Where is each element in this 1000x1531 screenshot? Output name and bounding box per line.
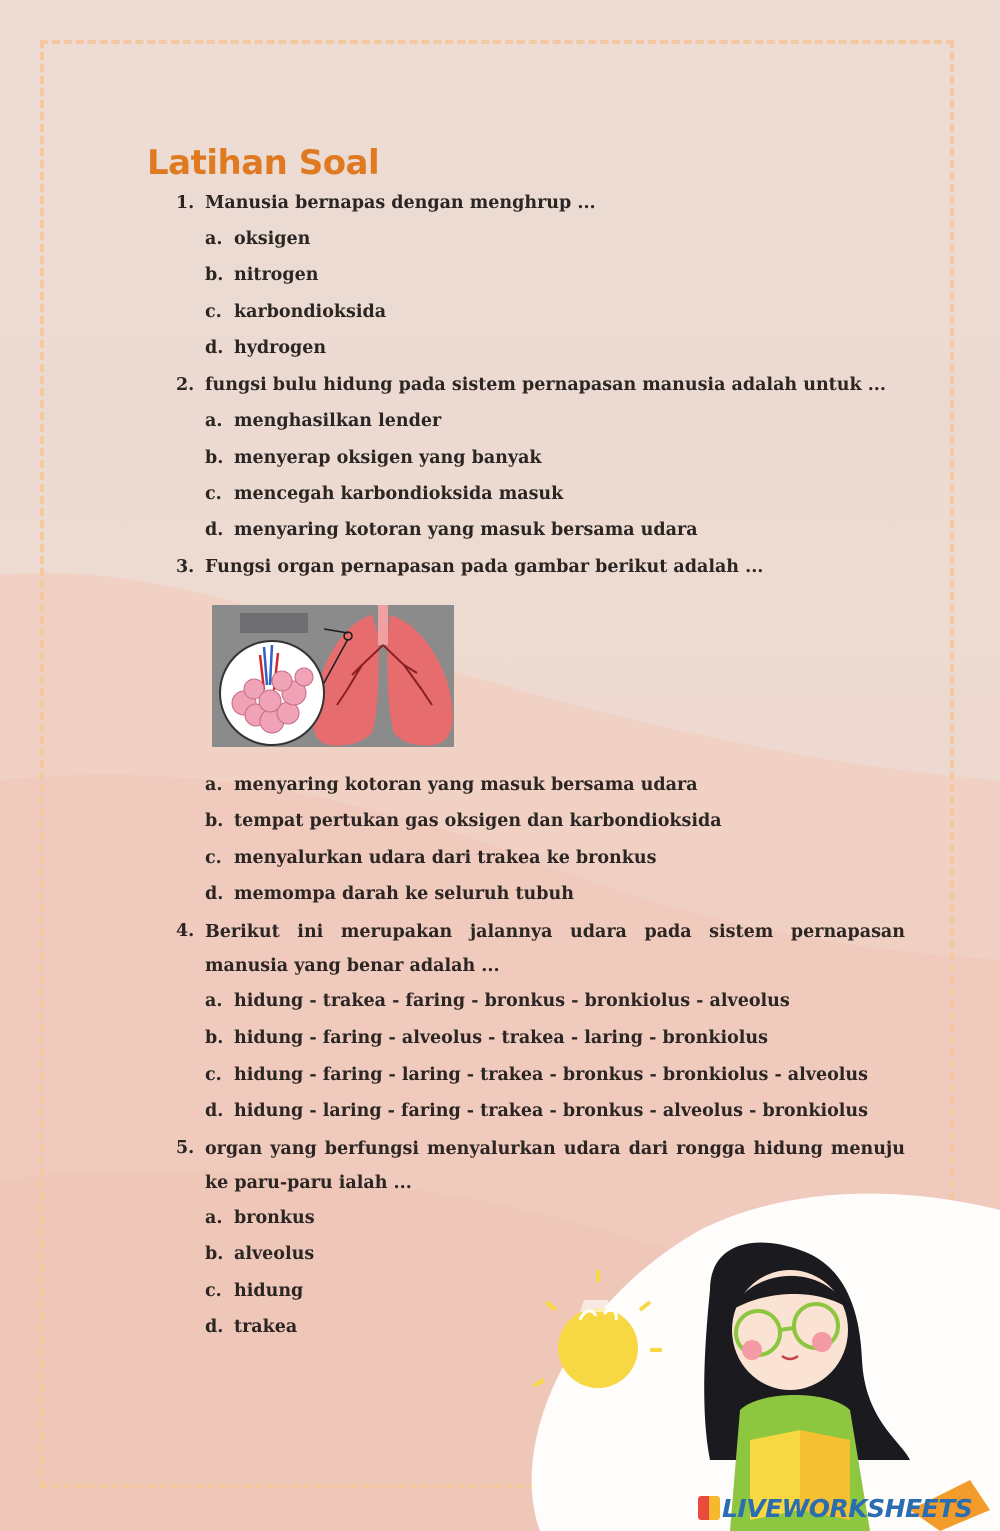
option-letter: b. <box>205 448 224 468</box>
option-letter: b. <box>205 1028 224 1048</box>
option-text: menyerap oksigen yang banyak <box>234 448 542 468</box>
option-text: menghasilkan lender <box>234 411 442 431</box>
option-letter: b. <box>205 1244 224 1264</box>
option-letter: c. <box>205 484 222 504</box>
question-text: Berikut ini merupakan jalannya udara pada sistem pernapasan manusia yang benar adalah ... <box>205 922 905 976</box>
question-text: organ yang berfungsi menyalurkan udara dari rongga hidung menuju ke paru-paru ialah ... <box>205 1139 905 1193</box>
girl-reading-illustration <box>500 1190 1000 1531</box>
option-text: tempat pertukan gas oksigen dan karbondioksida <box>234 811 722 831</box>
question-number: 5. <box>176 1138 195 1158</box>
option-text: hidung <box>234 1281 304 1301</box>
option-letter: a. <box>205 775 223 795</box>
option-letter: c. <box>205 302 222 322</box>
question-number: 4. <box>176 921 195 941</box>
option-text: hidung - faring - alveolus - trakea - laring - bronkiolus <box>234 1028 768 1048</box>
option-text: mencegah karbondioksida masuk <box>234 484 564 504</box>
option-letter: b. <box>205 265 224 285</box>
option-text: menyaring kotoran yang masuk bersama udara <box>234 775 698 795</box>
option-text: oksigen <box>234 229 311 249</box>
option-text: hidung - laring - faring - trakea - bronkus - alveolus - bronkiolus <box>234 1101 868 1121</box>
liveworksheets-badge-icon <box>698 1496 720 1520</box>
option-text: menyaring kotoran yang masuk bersama udara <box>234 520 698 540</box>
question-number: 3. <box>176 557 195 577</box>
option-text: hidung - trakea - faring - bronkus - bronkiolus - alveolus <box>234 991 790 1011</box>
liveworksheets-logo <box>698 1494 972 1523</box>
option-text: memompa darah ke seluruh tubuh <box>234 884 574 904</box>
option-letter: b. <box>205 811 224 831</box>
option-text: menyalurkan udara dari trakea ke bronkus <box>234 848 657 868</box>
question-text: Manusia bernapas dengan menghrup ... <box>205 193 596 213</box>
option-letter: c. <box>205 1281 222 1301</box>
option-text: alveolus <box>234 1244 315 1264</box>
question-number: 1. <box>176 193 195 213</box>
option-text: hydrogen <box>234 338 327 358</box>
option-letter: d. <box>205 338 224 358</box>
option-letter: c. <box>205 1065 222 1085</box>
option-letter: a. <box>205 411 223 431</box>
question-text: Fungsi organ pernapasan pada gambar berikut adalah ... <box>205 557 764 577</box>
lungs-alveoli-illustration <box>212 605 454 747</box>
option-text: bronkus <box>234 1208 315 1228</box>
option-letter: a. <box>205 991 223 1011</box>
option-letter: d. <box>205 520 224 540</box>
question-text: fungsi bulu hidung pada sistem pernapasan manusia adalah untuk ... <box>205 375 886 395</box>
option-letter: d. <box>205 884 224 904</box>
option-letter: a. <box>205 1208 223 1228</box>
option-letter: d. <box>205 1317 224 1337</box>
option-letter: d. <box>205 1101 224 1121</box>
option-text: hidung - faring - laring - trakea - bronkus - bronkiolus - alveolus <box>234 1065 868 1085</box>
logo-text: LIVEWORKSHEETS <box>722 1494 973 1523</box>
option-text: trakea <box>234 1317 298 1337</box>
option-text: nitrogen <box>234 265 319 285</box>
option-letter: a. <box>205 229 223 249</box>
page-title: Latihan Soal <box>147 143 380 183</box>
option-text: karbondioksida <box>234 302 387 322</box>
option-letter: c. <box>205 848 222 868</box>
question-number: 2. <box>176 375 195 395</box>
